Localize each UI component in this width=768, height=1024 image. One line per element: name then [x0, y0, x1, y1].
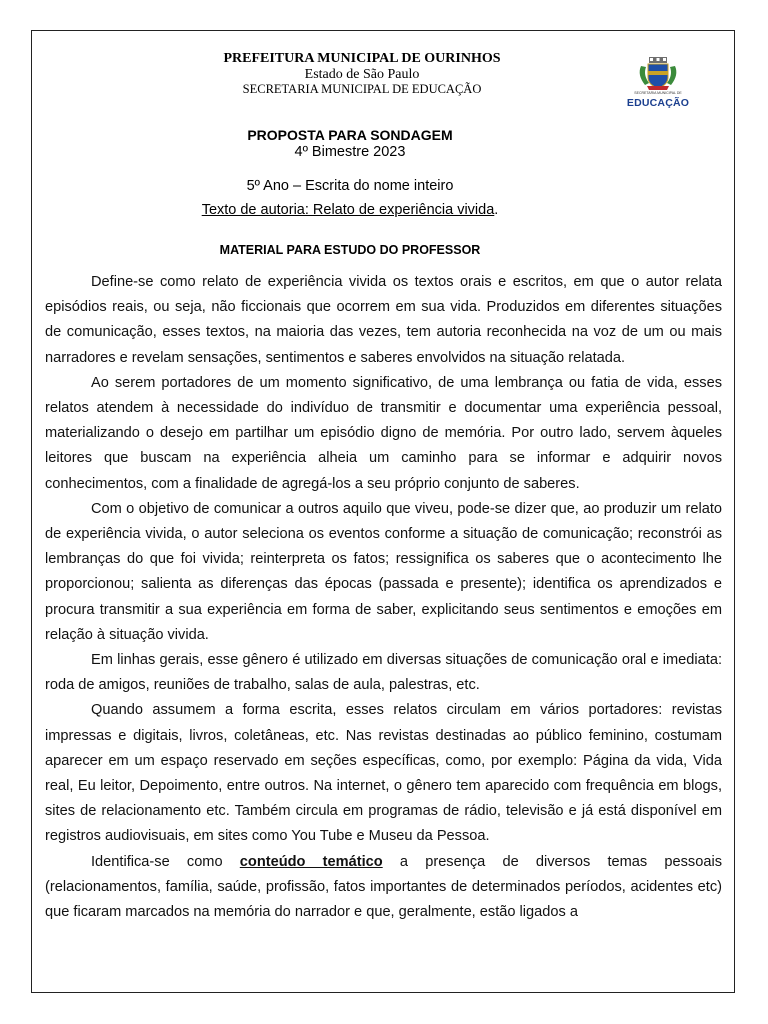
document-body	[45, 270, 722, 925]
paragraph: Em linhas gerais, esse gênero é utilizado em diversas situações de comunicação oral e imediata: roda de amigos, reuniões de trabalho, salas de aula, palestras, etc.	[45, 652, 722, 694]
paragraph: Com o objetivo de comunicar a outros aquilo que viveu, pode-se dizer que, ao produzir um relato de experiência vivida, o autor seleciona os eventos conforme a situação de comunicação; reconstrói as lembranças do que foi vivida; reinterpreta os fatos; ressignifica os saberes que o acontecimento lhe proporcionou; salienta as diferenças das épocas (passada e presente); identifica os aprendizados e procura transmitir a sua experiência em forma de saber, explicitando seus sentimentos e emoções em relação à situação vivida.	[45, 500, 722, 643]
coat-of-arms-icon	[623, 57, 693, 91]
logo-text: EDUCAÇÃO	[626, 97, 690, 109]
secretariat-name: SECRETARIA MUNICIPAL DE EDUCAÇÃO	[242, 82, 482, 96]
paragraph-text: Identifica-se como	[91, 853, 240, 870]
document-page	[31, 30, 735, 993]
logo-subtext: SECRETARIA MUNICIPAL DE	[634, 91, 682, 95]
paragraph: Quando assumem a forma escrita, esses relatos circulam em vários portadores: revistas impressas e digitais, livros, coletâneas, etc. Nas revistas destinadas ao público feminino, costumam aparecer em um espaço reservado em seções específicas, como, por exemplo: Página da vida, Vida real, Eu leitor, Depoimento, entre outros. Na internet, o gênero tem aparecido com frequência em blogs, sites de relacionamento etc. Também circula em programas de rádio, televisão e já está disponível em registros audiovisuais, em sites como You Tube e Museu da Pessoa.	[45, 702, 722, 845]
proposal-title: PROPOSTA PARA SONDAGEM	[247, 127, 453, 143]
paragraph: Ao serem portadores de um momento significativo, de uma lembrança ou fatia de vida, esses relatos atendem à necessidade do indivíduo de transmitir e documentar uma experiência pessoal, materializando o desejo em partilhar um episódio digno de memória. Por outro lado, servem àqueles leitores que buscam na experiência alheia um caminho para se informar e adquirir novos conhecimentos, com a finalidade de agregá-los a seu próprio conjunto de saberes.	[45, 374, 722, 492]
period-title: 4º Bimestre 2023	[294, 144, 406, 160]
grade-title: 5º Ano – Escrita do nome inteiro	[246, 178, 454, 194]
paragraph-last	[45, 850, 722, 926]
paragraph: Define-se como relato de experiência vivida os textos orais e escritos, em que o autor relata episódios reais, ou seja, não ficcionais que ocorrem em sua vida. Produzidos em diferentes situações de comunicação, esses textos, na maioria das vezes, tem autoria reconhecida na voz de um ou mais narradores e revelam sensações, sentimentos e saberes envolvidos na situação relatada.	[45, 274, 722, 366]
institution-name: PREFEITURA MUNICIPAL DE OURINHOS	[223, 51, 501, 66]
text-type-label: Texto de autoria: Relato de experiência vivida	[201, 202, 495, 218]
section-title: MATERIAL PARA ESTUDO DO PROFESSOR	[219, 243, 481, 257]
paragraph-text: a presença de diversos temas pessoais (relacionamentos, família, saúde, profissão, fatos importantes de determinados períodos, acidentes etc) que ficaram marcados na memória do narrador e que, geralmente, estão ligados a	[45, 853, 722, 921]
text-type-period: .	[494, 202, 499, 218]
text-type-title	[32, 202, 668, 219]
keyword-emphasis: conteúdo temático	[239, 853, 383, 870]
state-name: Estado de São Paulo	[304, 67, 420, 82]
document-header	[32, 51, 692, 97]
education-logo	[623, 57, 693, 111]
